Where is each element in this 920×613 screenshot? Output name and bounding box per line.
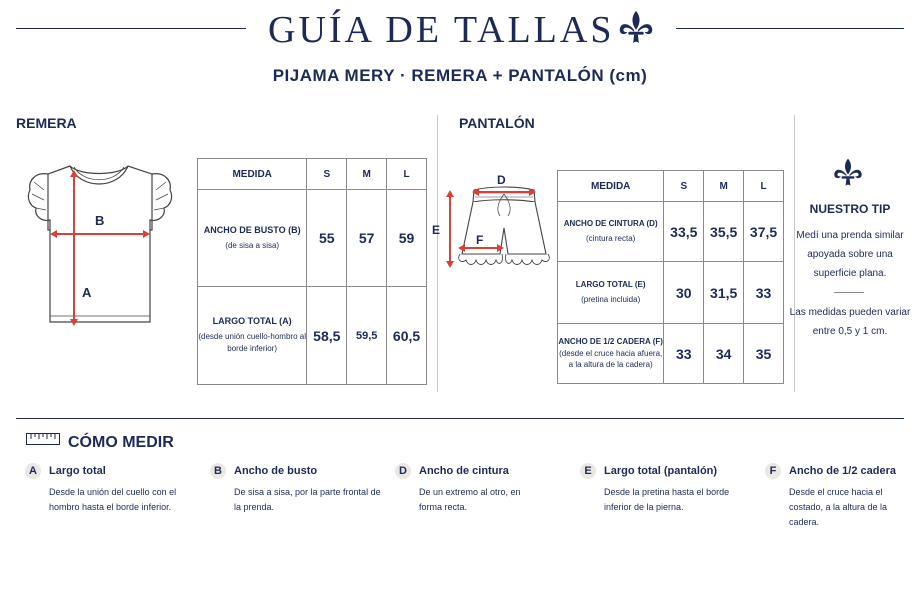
value-l: 37,5	[744, 202, 784, 262]
value-s: 33,5	[664, 202, 704, 262]
page-subtitle: PIJAMA MERY · REMERA + PANTALÓN (cm)	[272, 66, 648, 85]
measure-cell	[558, 202, 664, 262]
legend-letter: F	[765, 463, 781, 479]
table-row	[558, 262, 784, 324]
diagram-label-d: D	[497, 173, 506, 187]
measure-cell	[558, 262, 664, 324]
value-l: 33	[744, 262, 784, 324]
table-row	[558, 202, 784, 262]
section-label-remera: REMERA	[16, 115, 77, 131]
diagram-label-e: E	[432, 223, 441, 237]
fleur-de-lis-icon	[832, 155, 864, 191]
table-row	[198, 287, 427, 385]
legend-letter: B	[210, 463, 226, 479]
page-title: GUÍA DE TALLAS	[268, 9, 615, 51]
title-line-right	[676, 28, 904, 29]
table-header-medida: MEDIDA	[558, 171, 664, 202]
value-m: 34	[704, 324, 744, 384]
value-s: 33	[664, 324, 704, 384]
measure-cell	[198, 287, 307, 385]
value-s: 30	[664, 262, 704, 324]
value-s: 55	[307, 190, 347, 287]
legend-description: De un extremo al otro, en forma recta.	[419, 487, 521, 512]
legend-letter: A	[25, 463, 41, 479]
measure-cell	[198, 190, 307, 287]
section-divider	[437, 115, 438, 392]
measure-name: ANCHO DE 1/2 CADERA (F)	[558, 337, 663, 346]
fleur-de-lis-icon	[617, 8, 655, 48]
legend-description: De sisa a sisa, por la parte frontal de la prenda.	[234, 487, 381, 512]
legend-description: Desde el cruce hacia el costado, a la altura de la cadera.	[789, 487, 888, 527]
table-header-s: S	[664, 171, 704, 202]
value-m: 35,5	[704, 202, 744, 262]
legend-description: Desde la pretina hasta el borde inferior de la pierna.	[604, 487, 730, 512]
measure-cell	[558, 324, 664, 384]
legend-title: Ancho de 1/2 cadera	[789, 465, 896, 477]
value-l: 35	[744, 324, 784, 384]
legend-letter: D	[395, 463, 411, 479]
measure-description: (cintura recta)	[585, 233, 636, 243]
title-line-left	[16, 28, 246, 29]
diagram-label-b: B	[95, 213, 105, 228]
shorts-diagram	[444, 180, 556, 280]
legend-title: Largo total (pantalón)	[604, 465, 718, 477]
table-header-l: L	[387, 159, 427, 190]
table-header-m: M	[704, 171, 744, 202]
tip-text-1: Medí una prenda similar apoyada sobre una superficie plana.	[796, 230, 904, 279]
legend-title: Ancho de cintura	[419, 465, 509, 477]
legend-title: Largo total	[49, 465, 106, 477]
value-s: 58,5	[307, 287, 347, 385]
value-m: 57	[347, 190, 387, 287]
legend-description: Desde la unión del cuello con el hombro hasta el borde inferior.	[49, 487, 177, 512]
tip-text-2: Las medidas pueden variar entre 0,5 y 1 cm.	[789, 307, 911, 337]
section-rule	[16, 418, 904, 419]
tip-title: NUESTRO TIP	[809, 202, 891, 216]
value-m: 59,5	[347, 287, 387, 385]
measure-description: (desde unión cuello-hombro al borde inferior)	[198, 332, 306, 353]
table-row	[558, 324, 784, 384]
table-header-s: S	[307, 159, 347, 190]
measure-name: ANCHO DE BUSTO (B)	[203, 224, 301, 235]
legend-letter: E	[580, 463, 596, 479]
table-header-medida: MEDIDA	[198, 159, 307, 190]
tshirt-diagram	[22, 160, 182, 330]
section-label-pantalon: PANTALÓN	[459, 115, 535, 131]
measure-name: LARGO TOTAL (E)	[575, 279, 646, 289]
measure-description: (pretina incluida)	[581, 294, 641, 304]
legend-title: Ancho de busto	[234, 465, 318, 477]
value-m: 31,5	[704, 262, 744, 324]
diagram-label-f: F	[476, 233, 484, 247]
tip-separator	[834, 292, 864, 293]
remera-size-table	[197, 158, 427, 385]
table-row	[198, 190, 427, 287]
pantalon-size-table	[557, 170, 784, 384]
ruler-icon	[26, 433, 60, 445]
diagram-label-a: A	[82, 285, 92, 300]
how-to-title: CÓMO MEDIR	[68, 434, 174, 451]
table-header-l: L	[744, 171, 784, 202]
measure-name: ANCHO DE CINTURA (D)	[563, 218, 658, 228]
value-l: 60,5	[387, 287, 427, 385]
value-l: 59	[387, 190, 427, 287]
measure-name: LARGO TOTAL (A)	[212, 316, 292, 326]
measure-description: (de sisa a sisa)	[225, 240, 280, 250]
table-header-m: M	[347, 159, 387, 190]
measure-description: (desde el cruce hacia afuera, a la altura de la cadera)	[559, 349, 663, 369]
